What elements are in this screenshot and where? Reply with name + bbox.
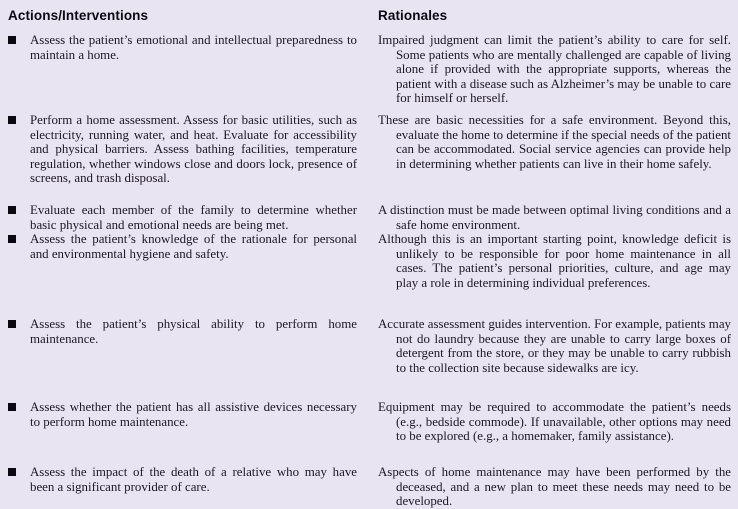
action-text: Assess whether the patient has all assistive devices necessary to perform home maintenance. [30,400,357,429]
action-item-3 [8,203,357,232]
action-text: Assess the patient’s emotional and intellectual preparedness to maintain a home. [30,33,357,62]
rationale-item-2: These are basic necessities for a safe environment. Beyond this, evaluate the home to determine if the special needs of the patient can be accommodated. Social service agencies can provide help in determining whether patients can live in their home safely. [378,113,731,171]
rationale-item-3: A distinction must be made between optimal living conditions and a safe home environment. [378,203,731,232]
action-item-2 [8,113,357,203]
rationale-item-4: Although this is an important starting point, knowledge deficit is unlikely to be responsible for poor home maintenance in all cases. The patient’s personal priorities, culture, and age may play a role in determining individual preferences. [378,232,731,290]
action-text: Perform a home assessment. Assess for basic utilities, such as electricity, running water, and heat. Evaluate for accessibility and physical barriers. Assess bathing facilities, temperature regulation, whether windows close and doors lock, presence of screens, and trash disposal. [30,113,357,185]
actions-rationales-table [8,8,731,509]
action-item-4 [8,232,357,317]
square-bullet-icon [8,116,16,124]
square-bullet-icon [8,36,16,44]
square-bullet-icon [8,206,16,214]
square-bullet-icon [8,403,16,411]
square-bullet-icon [8,468,16,476]
rationale-item-6: Equipment may be required to accommodate the patient’s needs (e.g., bedside commode). If unavailable, other options may need to be explored (e.g., a homemaker, family assistance). [378,400,731,443]
action-text: Assess the patient’s physical ability to perform home maintenance. [30,317,357,346]
action-item-6 [8,400,357,465]
action-item-7 [8,465,357,509]
actions-column-header: Actions/Interventions [8,8,149,23]
rationale-item-5: Accurate assessment guides intervention. For example, patients may not do laundry because they are unable to carry large boxes of detergent from the store, or they may be unable to carry rubbish to the collection site because sidewalks are icy. [378,317,731,375]
action-text: Assess the patient’s knowledge of the rationale for personal and environmental hygiene and safety. [30,232,357,261]
rationale-item-1: Impaired judgment can limit the patient’s ability to care for self. Some patients who are mentally challenged are capable of living alone if provided with the appropriate supports, whereas the patient with a disease such as Alzheimer’s may be unable to care for himself or herself. [378,33,731,105]
square-bullet-icon [8,320,16,328]
action-text: Assess the impact of the death of a relative who may have been a significant provider of care. [30,465,357,494]
action-text: Evaluate each member of the family to determine whether basic physical and emotional needs are being met. [30,203,357,232]
rationale-item-7: Aspects of home maintenance may have been performed by the deceased, and a new plan to meet these needs may need to be developed. [378,465,731,508]
rationales-column-header: Rationales [378,8,448,23]
action-item-5 [8,317,357,400]
square-bullet-icon [8,235,16,243]
action-item-1 [8,33,357,113]
